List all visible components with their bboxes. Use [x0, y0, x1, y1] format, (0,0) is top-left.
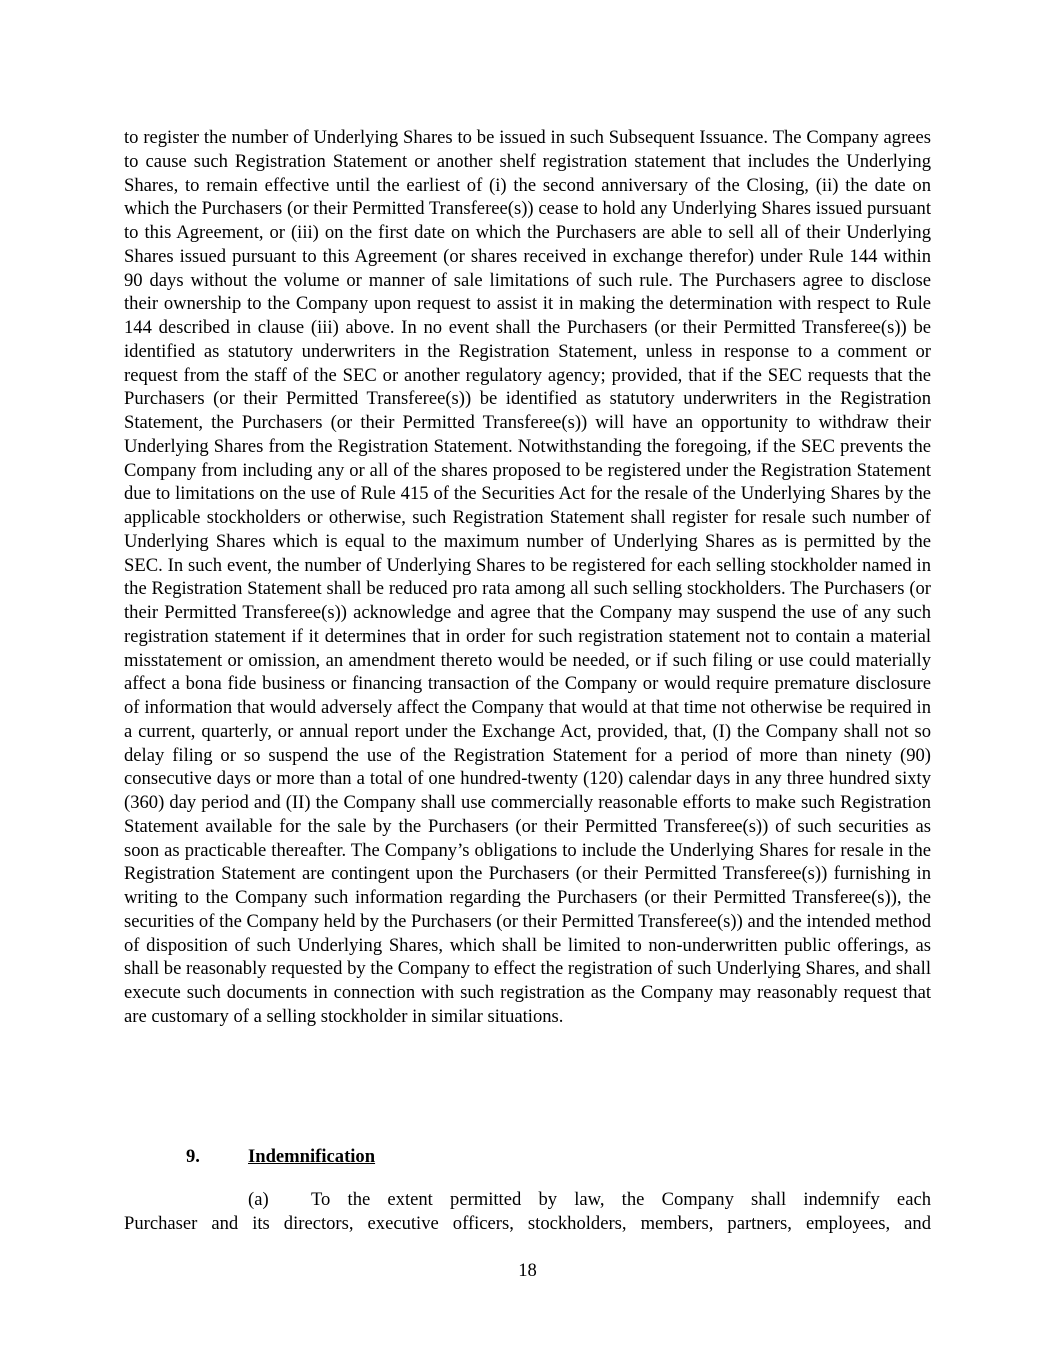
section-number: 9.	[186, 1146, 200, 1167]
section-title: Indemnification	[248, 1146, 376, 1167]
page-number: 18	[518, 1260, 537, 1281]
subsection-a-text-1: To the extent permitted by law, the Company shall indemnify each	[311, 1189, 931, 1210]
subsection-a-line-1	[124, 1188, 931, 1212]
subsection-a-line-2: Purchaser and its directors, executive officers, stockholders, members, partners, employees, and	[124, 1213, 931, 1234]
section-heading	[186, 1145, 375, 1169]
body-paragraph: to register the number of Underlying Shares to be issued in such Subsequent Issuance. The Company agrees to cause such Registration Statement or another shelf registration statement that includes the Underlying Shares, to remain effective until the earliest of (i) the second anniversary of the Closing, (ii) the date on which the Purchasers (or their Permitted Transferee(s)) cease to hold any Underlying Shares issued pursuant to this Agreement, or (iii) on the first date on which the Purchasers are able to sell all of their Underlying Shares issued pursuant to this Agreement (or shares received in exchange therefor) under Rule 144 within 90 days without the volume or manner of sale limitations of such rule. The Purchasers agree to disclose their ownership to the Company upon request to assist it in making the determination with respect to Rule 144 described in clause (iii) above. In no event shall the Purchasers (or their Permitted Transferee(s)) be identified as statutory underwriters in the Registration Statement, unless in response to a comment or request from the staff of the SEC or another regulatory agency; provided, that if the SEC requests that the Purchasers (or their Permitted Transferee(s)) be identified as statutory underwriters in the Registration Statement, the Purchasers (or their Permitted Transferee(s)) will have an opportunity to withdraw their Underlying Shares from the Registration Statement. Notwithstanding the foregoing, if the SEC prevents the Company from including any or all of the shares proposed to be registered under the Registration Statement due to limitations on the use of Rule 415 of the Securities Act for the resale of the Underlying Shares by the applicable stockholders or otherwise, such Registration Statement shall register for resale such number of Underlying Shares which is equal to the maximum number of Underlying Shares as is permitted by the SEC. In such event, the number of Underlying Shares to be registered for each selling stockholder named in the Registration Statement shall be reduced pro rata among all such selling stockholders. The Purchasers (or their Permitted Transferee(s)) acknowledge and agree that the Company may suspend the use of any such registration statement if it determines that in order for such registration statement not to contain a material misstatement or omission, an amendment thereto would be needed, or if such filing or use could materially affect a bona fide business or financing transaction of the Company or would require premature disclosure of information that would adversely affect the Company that would at that time not otherwise be required in a current, quarterly, or annual report under the Exchange Act, provided, that, (I) the Company shall not so delay filing or so suspend the use of the Registration Statement for a period of more than ninety (90) consecutive days or more than a total of one hundred-twenty (120) calendar days in any three hundred sixty (360) day period and (II) the Company shall use commercially reasonable efforts to make such Registration Statement available for the sale by the Purchasers (or their Permitted Transferee(s)) of such securities as soon as practicable thereafter. The Company’s obligations to include the Underlying Shares for resale in the Registration Statement are contingent upon the Purchasers (or their Permitted Transferee(s)) furnishing in writing to the Company such information regarding the Purchasers (or their Permitted Transferee(s)), the securities of the Company held by the Purchasers (or their Permitted Transferee(s)) and the intended method of disposition of such Underlying Shares, which shall be limited to non-underwritten public offerings, as shall be reasonably requested by the Company to effect the registration of such Underlying Shares, and shall execute such documents in connection with such registration as the Company may reasonably request that are customary of a selling stockholder in similar situations.	[124, 127, 931, 1027]
subsection-label: (a)	[248, 1189, 269, 1210]
